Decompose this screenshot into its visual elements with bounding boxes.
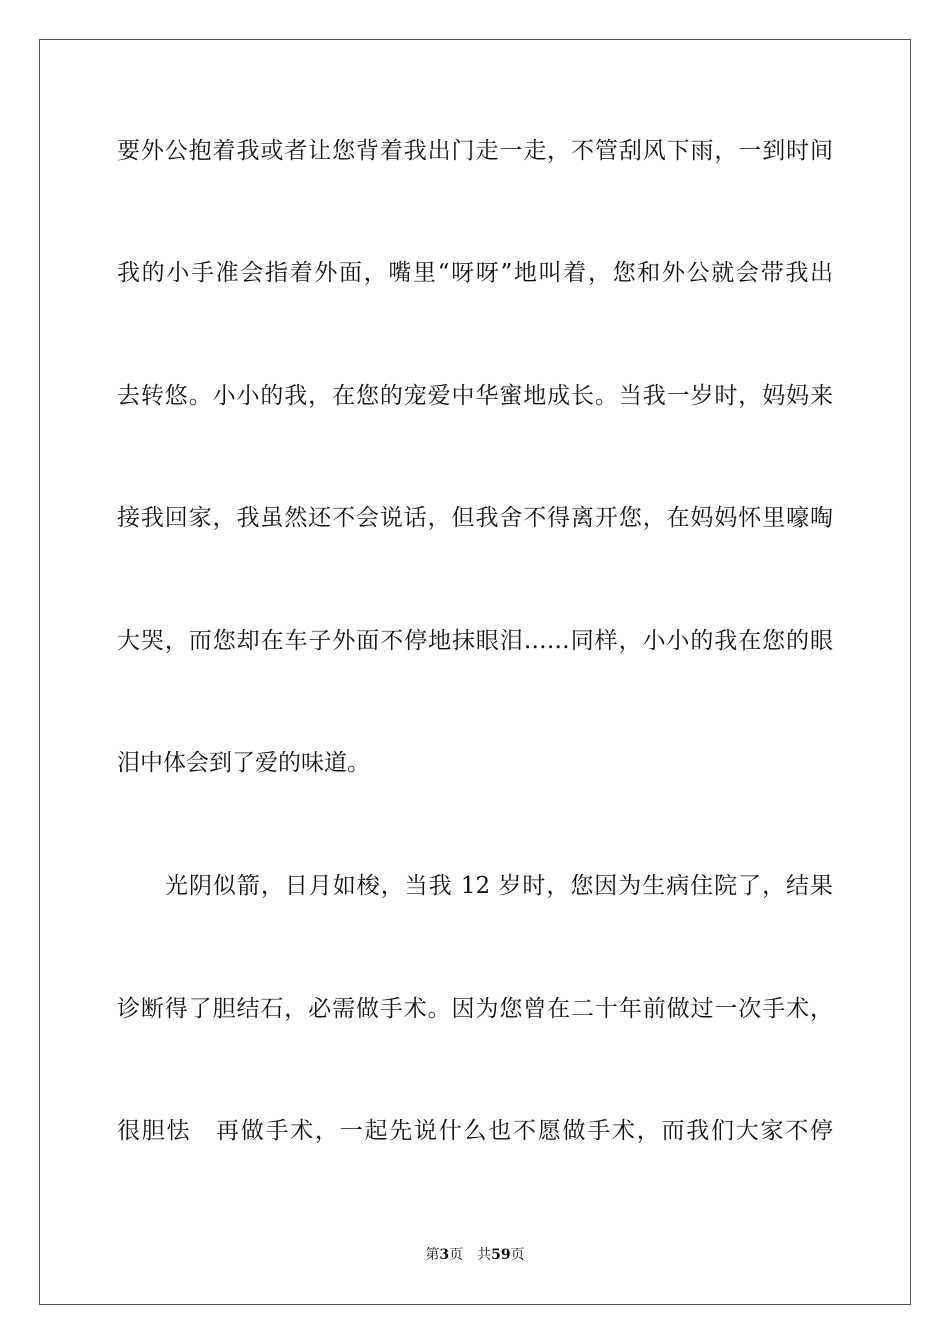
text-line: 很胆怯 再做手术，一起先说什么也不愿做手术，而我们大家不停 bbox=[117, 1118, 833, 1144]
text-line: 去转悠。小小的我，在您的宠爱中华蜜地成长。当我一岁时，妈妈来 bbox=[117, 383, 833, 409]
total-pages: 59 bbox=[491, 1247, 511, 1263]
page-number: 3 bbox=[439, 1247, 450, 1263]
paragraph-first-line: 光阴似箭，日月如梭，当我 12 岁时，您因为生病住院了，结果 bbox=[165, 873, 833, 899]
total-suffix: 页 bbox=[510, 1247, 525, 1263]
page-suffix: 页 bbox=[449, 1247, 464, 1263]
text-line: 我的小手准会指着外面，嘴里“呀呀”地叫着，您和外公就会带我出 bbox=[117, 260, 833, 286]
text-line: 泪中体会到了爱的味道。 bbox=[117, 750, 370, 776]
page-footer bbox=[0, 1246, 950, 1264]
text-line: 大哭，而您却在车子外面不停地抹眼泪……同样，小小的我在您的眼 bbox=[117, 628, 833, 654]
text-line: 诊断得了胆结石，必需做手术。因为您曾在二十年前做过一次手术， bbox=[117, 996, 833, 1022]
text-line: 接我回家，我虽然还不会说话，但我舍不得离开您，在妈妈怀里嚎啕 bbox=[117, 505, 833, 531]
total-prefix: 共 bbox=[477, 1247, 492, 1263]
text-line: 要外公抱着我或者让您背着我出门走一走，不管刮风下雨，一到时间 bbox=[117, 138, 833, 164]
page-prefix: 第 bbox=[425, 1247, 440, 1263]
